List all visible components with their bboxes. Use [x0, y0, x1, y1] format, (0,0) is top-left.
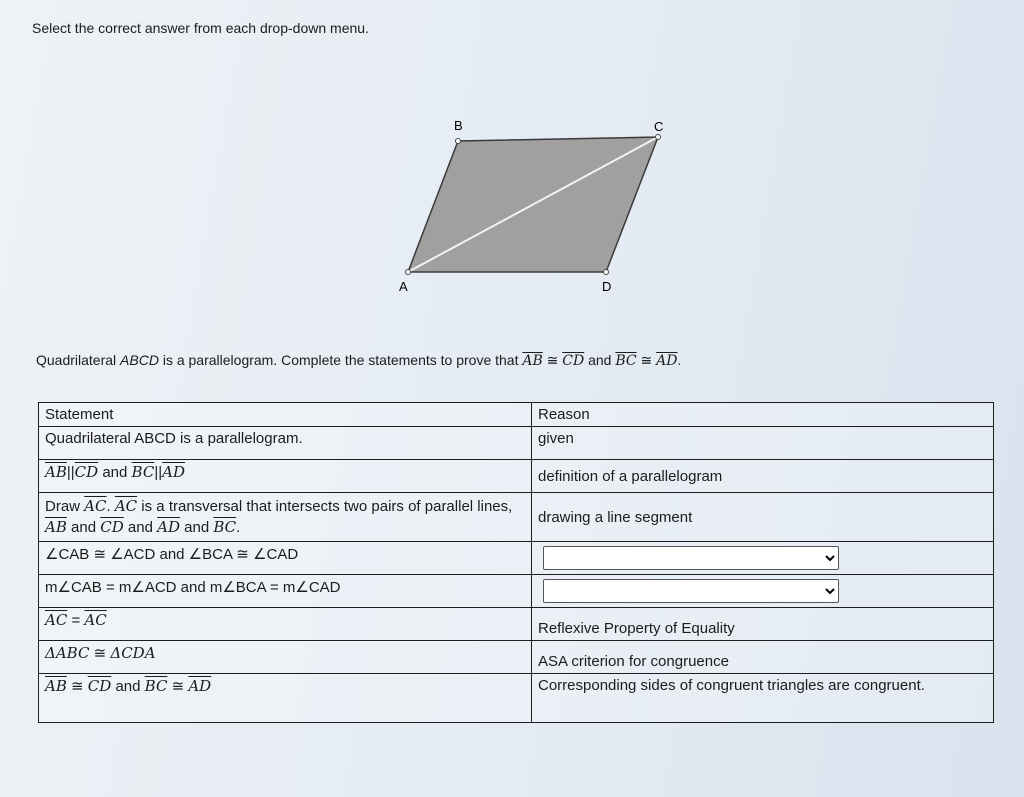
- table-row: [39, 674, 994, 723]
- segment: $\overline{CD}$: [74, 463, 99, 481]
- and-text: and: [111, 678, 145, 695]
- segment: $\overline{AC}$: [45, 611, 68, 629]
- segment: $\overline{AB}$: [45, 518, 67, 536]
- label-b: B: [454, 118, 463, 133]
- transversal-text: is a transversal that intersects two pairs of parallel lines,: [137, 498, 513, 515]
- punct: .: [106, 498, 115, 515]
- segment: $\overline{AB}$: [45, 677, 67, 695]
- vertex-c: [656, 135, 661, 140]
- statement-cell: [39, 674, 532, 723]
- header-statement: Statement: [39, 403, 532, 427]
- congruent-symbol: ≅: [66, 678, 88, 695]
- vertex-d: [604, 270, 609, 275]
- statement-cell: [39, 460, 532, 493]
- congruent-symbol: ≅: [167, 678, 189, 695]
- reason-cell: definition of a parallelogram: [532, 460, 994, 493]
- parallelogram-figure: [0, 0, 1024, 340]
- statement-cell: [39, 493, 532, 542]
- table-row: [39, 542, 994, 575]
- congruent-symbol: ≅: [546, 352, 559, 368]
- table-row: [39, 427, 994, 460]
- reason-cell: Reflexive Property of Equality: [532, 608, 994, 641]
- statement-cell: [39, 608, 532, 641]
- problem-mid: is a parallelogram. Complete the statements to prove that: [158, 352, 523, 368]
- segment: $\overline{CD}$: [87, 677, 112, 695]
- table-row: [39, 641, 994, 674]
- statement-cell: Quadrilateral ABCD is a parallelogram.: [39, 427, 532, 460]
- segment: $\overline{AC}$: [84, 611, 107, 629]
- parallel-symbol: ||: [66, 464, 75, 481]
- and-text: and: [66, 519, 101, 536]
- select-wrap: [538, 543, 987, 573]
- problem-lead: Quadrilateral: [36, 352, 121, 368]
- reason-cell: [532, 575, 994, 608]
- reason-cell: Corresponding sides of congruent triangles are congruent.: [532, 674, 994, 723]
- segment: $\overline{AD}$: [162, 463, 185, 481]
- congruent-symbol: ≅: [89, 645, 111, 662]
- reason-dropdown-2[interactable]: [543, 579, 839, 603]
- table-row: [39, 608, 994, 641]
- table-row: [39, 460, 994, 493]
- table-row: [39, 575, 994, 608]
- problem-and: and: [584, 352, 616, 368]
- reason-cell: drawing a line segment: [532, 493, 994, 542]
- vertex-b: [456, 139, 461, 144]
- problem-end: .: [677, 352, 682, 368]
- segment: $\overline{BC}$: [144, 677, 168, 695]
- and-text: and: [179, 519, 214, 536]
- segment: $\overline{CD}$: [100, 518, 124, 536]
- triangle: ΔCDA: [110, 644, 156, 662]
- proof-table: [38, 402, 994, 723]
- label-c: C: [654, 119, 664, 134]
- punct: .: [236, 519, 241, 536]
- segment: $\overline{AD}$: [157, 518, 180, 536]
- reason-cell: [532, 542, 994, 575]
- reason-cell: given: [532, 427, 994, 460]
- segment: $\overline{AB}$: [45, 463, 67, 481]
- segment-ad: $\overline{AD}$: [656, 353, 678, 369]
- statement-cell: ∠CAB ≅ ∠ACD and ∠BCA ≅ ∠CAD: [39, 542, 532, 575]
- table-row: [39, 493, 994, 542]
- segment: $\overline{BC}$: [131, 463, 155, 481]
- label-d: D: [602, 279, 612, 294]
- instruction-text: Select the correct answer from each drop-down menu.: [32, 20, 369, 36]
- triangle: ΔABC: [45, 644, 90, 662]
- segment: $\overline{AC}$: [114, 497, 138, 515]
- segment: $\overline{AD}$: [188, 677, 212, 695]
- label-a: A: [399, 279, 408, 294]
- problem-statement: [36, 352, 681, 369]
- and-text: and: [98, 464, 132, 481]
- table-header-row: [39, 403, 994, 427]
- segment: $\overline{AC}$: [84, 497, 107, 515]
- select-wrap: [538, 576, 987, 606]
- segment-ab: $\overline{AB}$: [522, 353, 543, 369]
- draw-text: Draw: [45, 498, 85, 515]
- parallel-symbol: ||: [154, 464, 163, 481]
- reason-dropdown-1[interactable]: [543, 546, 839, 570]
- header-reason: Reason: [532, 403, 994, 427]
- segment-cd: $\overline{CD}$: [562, 353, 585, 369]
- congruent-symbol: ≅: [640, 352, 653, 368]
- equals-symbol: =: [67, 612, 85, 629]
- segment-bc: $\overline{BC}$: [615, 353, 637, 369]
- statement-cell: m∠CAB = m∠ACD and m∠BCA = m∠CAD: [39, 575, 532, 608]
- and-text: and: [123, 519, 158, 536]
- segment: $\overline{BC}$: [213, 518, 237, 536]
- vertex-a: [406, 270, 411, 275]
- problem-shape: ABCD: [120, 352, 159, 368]
- reason-cell: ASA criterion for congruence: [532, 641, 994, 674]
- statement-cell: [39, 641, 532, 674]
